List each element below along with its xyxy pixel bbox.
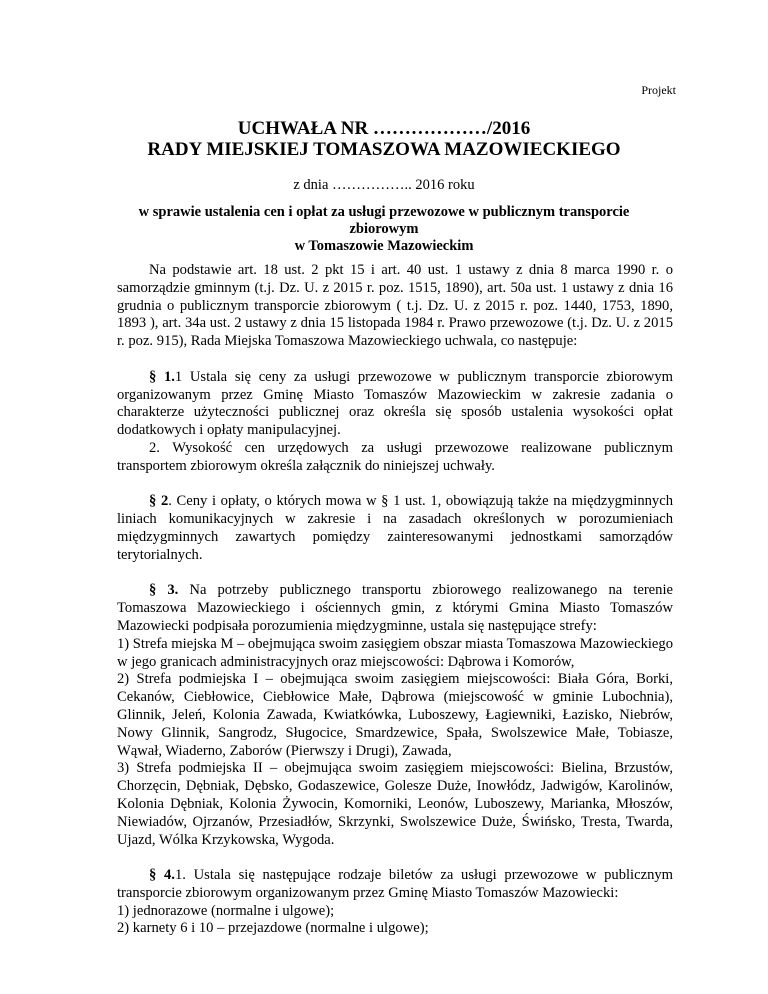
title-line-1: UCHWAŁA NR ………………/2016: [237, 118, 531, 139]
zone-item-1: 1) Strefa miejska M – obejmująca swoim zasięgiem obszar miasta Tomaszowa Mazowieckiego w jego granicach administracyjnych oraz miejscowości: Dąbrowa i Komorów,: [117, 635, 673, 670]
section-4-mark: § 4.: [149, 867, 175, 884]
section-4-intro: 1. Ustala się następujące rodzaje biletów za usługi przewozowe w publicznym transporcie zbiorowym organizowanym przez Gminę Miasto Tomaszów Mazowiecki:: [117, 867, 674, 901]
section-2-text: . Ceny i opłaty, o których mowa w § 1 ust. 1, obowiązują także na międzygminnych liniach komunikacyjnych w zakresie i na zasadach określonych w porozumieniach międzygminnych zawartych pomiędzy zainteresowanymi jednostkami samorządów terytorialnych.: [117, 493, 674, 563]
section-1-mark: § 1.: [149, 368, 175, 385]
section-3-mark: § 3.: [149, 582, 179, 599]
section-1-paragraph-2: 2. Wysokość cen urzędowych za usługi przewozowe realizowane publicznym transportem zbiorowym określa załącznik do niniejszej uchwały.: [117, 439, 673, 474]
subject-line-2: zbiorowym: [349, 221, 419, 237]
project-label: Projekt: [641, 83, 676, 97]
section-2-paragraph: [117, 493, 673, 564]
ticket-item-2: 2) karnety 6 i 10 – przejazdowe (normalne i ulgowe);: [117, 920, 429, 937]
section-1-text-1: 1 Ustala się ceny za usługi przewozowe w publicznym transporcie zbiorowym organizowanym przez Gminę Miasto Tomaszów Mazowieckim w zakresie zadania o charakterze użyteczności publicznej oraz określa się sposób ustalenia wysokości opłat dodatkowych i opłaty manipulacyjnej.: [117, 368, 673, 439]
subject-line-3: w Tomaszowie Mazowieckim: [294, 238, 474, 254]
resolution-body: [117, 262, 673, 938]
ticket-item-1: 1) jednorazowe (normalne i ulgowe);: [117, 902, 335, 919]
preamble: Na podstawie art. 18 ust. 2 pkt 15 i art. 40 ust. 1 ustawy z dnia 8 marca 1990 r. o samorządzie gminnym (t.j. Dz. U. z 2015 r. poz. 1515, 1890), art. 50a ust. 1 ustawy z dnia 16 grudnia o publicznym transporcie zbiorowym ( t.j. Dz. U. z 2015 r. poz. 1440, 1753, 1890, 1893 ), art. 34a ust. 2 ustawy z dnia 15 listopada 1984 r. Prawo przewozowe (t.j. Dz. U. z 2015 r. poz. 915), Rada Miejska Tomaszowa Mazowieckiego uchwala, co następuje:: [117, 262, 673, 350]
resolution-date: z dnia …………….. 2016 roku: [293, 177, 475, 193]
section-3-intro: Na potrzeby publicznego transportu zbiorowego realizowanego na terenie Tomaszowa Mazowieckiego i ościennych gmin, z którymi Gmina Miasto Tomaszów Mazowiecki podpisała porozumienia międzygminne, ustala się następujące strefy:: [117, 582, 673, 634]
zone-item-3: 3) Strefa podmiejska II – obejmująca swoim zasięgiem miejscowości: Bielina, Brzustów, Chorzęcin, Dębniak, Dębsko, Godaszewice, Golesze Duże, Inowłódz, Jadwigów, Karolinów, Kolonia Dębniak, Kolonia Żywocin, Komorniki, Leonów, Luboszewy, Marianka, Młoszów, Niewiadów, Ojrzanów, Przesiadłów, Skrzynki, Swolszewice Duże, Świńsko, Tresta, Twarda, Ujazd, Wólka Krzykowska, Wygoda.: [117, 760, 673, 848]
title-line-2: RADY MIEJSKIEJ TOMASZOWA MAZOWIECKIEGO: [147, 139, 621, 160]
resolution-title: [0, 118, 768, 160]
resolution-subject: [100, 204, 668, 255]
section-3-paragraph: [117, 582, 673, 635]
zone-item-2: 2) Strefa podmiejska I – obejmująca swoim zasięgiem miejscowości: Biała Góra, Borki, Cekanów, Ciebłowice, Ciebłowice Małe, Dąbrowa (miejscowość w gminie Lubochnia), Glinnik, Jeleń, Kolonia Zawada, Kwiatkówka, Luboszewy, Łagiewniki, Łazisko, Niebrów, Nowy Glinnik, Sangrodz, Sługocice, Smardzewice, Spała, Swolszewice Małe, Tobiasze, Wąwał, Wiaderno, Zaborów (Pierwszy i Drugi), Zawada,: [117, 671, 673, 759]
section-1-paragraph-1: [117, 369, 673, 440]
subject-line-1: w sprawie ustalenia cen i opłat za usługi przewozowe w publicznym transporcie: [138, 204, 630, 220]
section-2-mark: § 2: [149, 493, 169, 510]
section-4-paragraph: [117, 867, 673, 903]
